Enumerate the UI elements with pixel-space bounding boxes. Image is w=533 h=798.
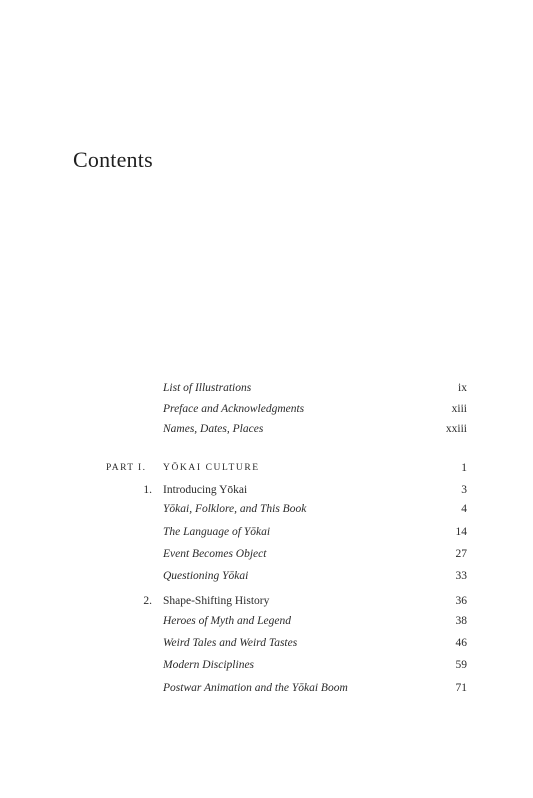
toc-section-entry[interactable]	[0, 613, 533, 629]
page-title: Contents	[73, 147, 153, 172]
toc-page-number: 46	[455, 637, 467, 649]
toc-front-matter-entry[interactable]	[0, 421, 533, 437]
toc-section-entry[interactable]	[0, 568, 533, 584]
toc-page-number: 33	[455, 570, 467, 582]
toc-section-entry[interactable]	[0, 635, 533, 651]
toc-page-number: xxiii	[445, 423, 467, 435]
toc-section-title: Yōkai, Folklore, and This Book	[163, 503, 307, 515]
toc-front-matter-entry[interactable]	[0, 380, 533, 396]
toc-part-label: PART I.	[106, 463, 147, 473]
toc-page-number: 27	[455, 548, 467, 560]
toc-chapter-entry[interactable]	[0, 593, 533, 609]
toc-chapter-entry[interactable]	[0, 482, 533, 498]
toc-section-title: Weird Tales and Weird Tastes	[163, 637, 298, 649]
toc-section-title: The Language of Yōkai	[163, 526, 271, 538]
toc-section-title: Modern Disciplines	[163, 659, 255, 671]
toc-page-number: 71	[455, 682, 467, 694]
toc-part-title: YŌKAI CULTURE	[163, 463, 260, 473]
toc-section-title: Questioning Yōkai	[163, 570, 249, 582]
toc-chapter-number: 2.	[143, 595, 152, 607]
toc-section-entry[interactable]	[0, 501, 533, 517]
toc-entry-title: List of Illustrations	[163, 382, 252, 394]
toc-section-title: Event Becomes Object	[163, 548, 267, 560]
toc-page-number: 3	[461, 484, 467, 496]
toc-section-entry[interactable]	[0, 680, 533, 696]
toc-chapter-number: 1.	[143, 484, 152, 496]
toc-page-number: xiii	[451, 403, 467, 415]
toc-chapter-title: Shape-Shifting History	[163, 595, 270, 607]
toc-front-matter-entry[interactable]	[0, 401, 533, 417]
toc-section-entry[interactable]	[0, 546, 533, 562]
toc-page-number: 36	[455, 595, 467, 607]
toc-entry-title: Names, Dates, Places	[163, 423, 264, 435]
toc-section-title: Heroes of Myth and Legend	[163, 615, 291, 627]
toc-entry-title: Preface and Acknowledgments	[163, 403, 305, 415]
toc-chapter-title: Introducing Yōkai	[163, 484, 248, 496]
toc-page-number: 38	[455, 615, 467, 627]
toc-section-entry[interactable]	[0, 657, 533, 673]
toc-page-number: ix	[458, 382, 467, 394]
toc-page-number: 59	[455, 659, 467, 671]
toc-part-entry[interactable]	[0, 460, 533, 476]
toc-page-number: 14	[455, 526, 467, 538]
toc-page-number: 4	[461, 503, 467, 515]
toc-section-title: Postwar Animation and the Yōkai Boom	[163, 682, 348, 694]
toc-section-entry[interactable]	[0, 524, 533, 540]
toc-page-number: 1	[461, 462, 467, 474]
